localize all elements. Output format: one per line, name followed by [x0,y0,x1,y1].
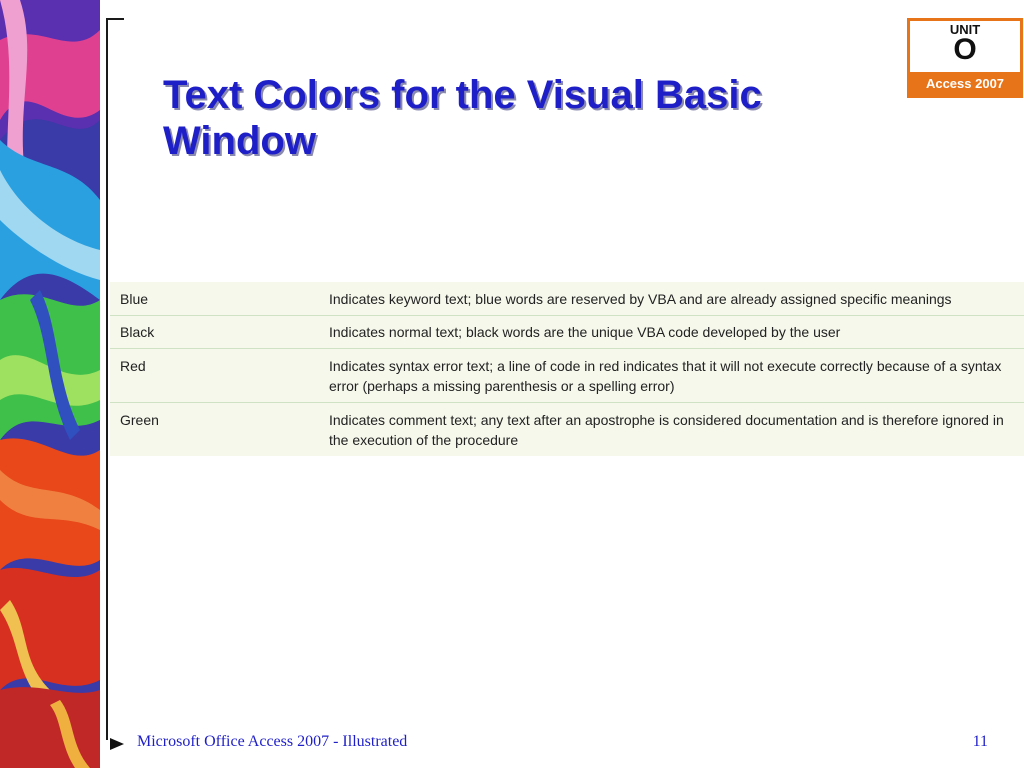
color-description: Indicates syntax error text; a line of code in red indicates that it will not execute correctly because of a syntax error (perhaps a missing parenthesis or a spelling error) [329,358,1002,394]
badge-product-label: Access 2007 [910,72,1020,95]
badge-unit-number: O [953,33,977,66]
table-row [110,315,1024,349]
color-name: Black [120,324,155,340]
page-number: 11 [972,733,988,750]
table-row [110,402,1024,457]
frame-corner-line [106,18,124,20]
slide-title: Text Colors for the Visual Basic Window [163,73,762,163]
table-row [110,348,1024,403]
unit-badge [907,18,1023,98]
play-arrow-icon [110,738,124,750]
color-description: Indicates comment text; any text after an apostrophe is considered documentation and is therefore ignored in the execution of the procedure [329,412,1004,448]
frame-vertical-line [106,18,108,740]
table-row [110,282,1024,315]
color-description: Indicates keyword text; blue words are reserved by VBA and are already assigned specific meanings [329,291,952,307]
color-description: Indicates normal text; black words are the unique VBA code developed by the user [329,324,841,340]
badge-unit-label: UNIT [949,22,981,37]
color-name: Green [120,412,159,428]
text-colors-table [110,282,1024,456]
footer-text: Microsoft Office Access 2007 - Illustrated [137,733,408,750]
color-name: Blue [120,291,149,307]
decorative-paint-strip [0,0,100,768]
color-name: Red [120,358,146,374]
slide-footer [110,733,990,755]
